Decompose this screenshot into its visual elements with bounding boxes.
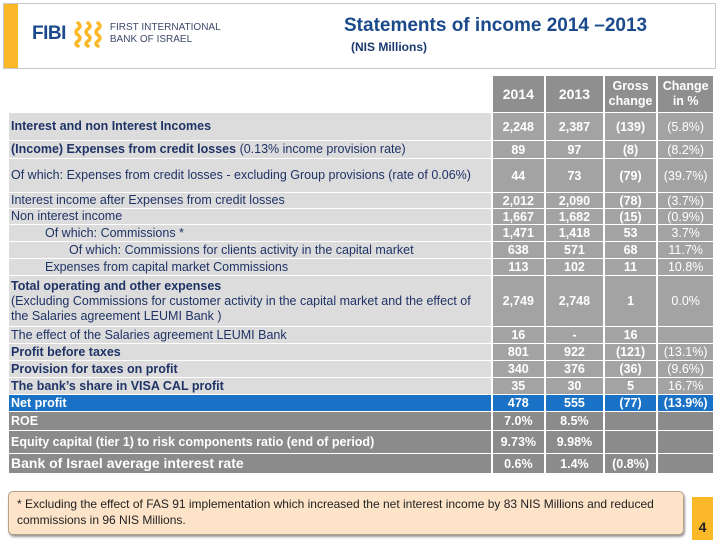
value-2014: 113	[493, 259, 545, 275]
table-row	[9, 395, 713, 411]
slide-header	[3, 3, 716, 69]
column-header-change-pct: Change in %	[658, 76, 713, 112]
table-row	[9, 378, 713, 394]
value-2014: 9.73%	[493, 431, 545, 453]
table-row	[9, 327, 713, 343]
page-subtitle: (NIS Millions)	[351, 40, 427, 54]
gross-change: (15)	[605, 209, 657, 224]
gross-change	[605, 412, 657, 430]
value-2013: 97	[546, 141, 603, 158]
change-percent	[658, 327, 713, 343]
row-label	[9, 193, 491, 208]
value-2013: 571	[546, 242, 603, 258]
row-label-text: Interest and non Interest Incomes	[11, 119, 212, 133]
row-label-text: Non interest income	[11, 209, 123, 223]
value-2013: 73	[546, 159, 603, 192]
footnote-text: * Excluding the effect of FAS 91 implementation which increased the net interest income by 83 NIS Millions and reduced commissions in 96 NIS Millions.	[17, 497, 654, 527]
row-label-text: Bank of Israel average interest rate	[11, 455, 244, 471]
column-header-2013: 2013	[546, 76, 603, 112]
table-row	[9, 361, 713, 377]
row-label	[9, 431, 491, 453]
gross-change: (79)	[605, 159, 657, 192]
change-percent	[658, 454, 713, 473]
row-label	[9, 327, 491, 343]
value-2013: 9.98%	[546, 431, 603, 453]
row-label-text: Expenses from capital market Commissions	[45, 259, 289, 274]
change-percent: (8.2%)	[658, 141, 713, 158]
gross-change: 5	[605, 378, 657, 394]
value-2013: 922	[546, 344, 603, 360]
row-label-text: (Income) Expenses from credit losses	[11, 142, 237, 156]
gross-change: (36)	[605, 361, 657, 377]
row-label	[9, 242, 491, 258]
column-header-2014: 2014	[493, 76, 545, 112]
gross-change: (8)	[605, 141, 657, 158]
value-2014: 2,012	[493, 193, 545, 208]
value-2014: 638	[493, 242, 545, 258]
value-2013: 1,418	[546, 225, 603, 241]
row-label-text: Of which: Expenses from credit losses - excluding Group provisions (rate of 0.06%)	[11, 168, 471, 182]
value-2013: 555	[546, 395, 603, 411]
change-percent: (0.9%)	[658, 209, 713, 224]
change-percent: (13.1%)	[658, 344, 713, 360]
gross-change: (139)	[605, 113, 657, 140]
table-row	[9, 141, 713, 158]
change-percent: (9.6%)	[658, 361, 713, 377]
gross-change: 1	[605, 276, 657, 326]
table-row	[9, 209, 713, 224]
row-label-text: Net profit	[11, 395, 67, 410]
change-percent	[658, 431, 713, 453]
value-2013: 2,387	[546, 113, 603, 140]
value-2014: 478	[493, 395, 545, 411]
row-label-text: The bank’s share in VISA CAL profit	[11, 378, 224, 393]
row-label-text: Profit before taxes	[11, 344, 121, 359]
row-label-text: Provision for taxes on profit	[11, 361, 178, 376]
row-label	[9, 209, 491, 224]
row-label-text: Interest income after Expenses from credit losses	[11, 193, 285, 207]
row-label-note: (0.13% income provision rate)	[236, 142, 406, 156]
row-label	[9, 395, 491, 411]
row-label	[9, 412, 491, 430]
table-row	[9, 454, 713, 473]
value-2014: 44	[493, 159, 545, 192]
table-row	[9, 242, 713, 258]
logo-wave-icon	[74, 20, 104, 48]
row-label-text: The effect of the Salaries agreement LEUMI Bank	[11, 327, 287, 342]
value-2014: 2,248	[493, 113, 545, 140]
row-label	[9, 225, 491, 241]
table-row	[9, 113, 713, 140]
table-row	[9, 412, 713, 430]
value-2013: 1.4%	[546, 454, 603, 473]
value-2014: 2,749	[493, 276, 545, 326]
value-2014: 801	[493, 344, 545, 360]
row-label	[9, 344, 491, 360]
gross-change: (121)	[605, 344, 657, 360]
accent-bar	[4, 4, 18, 68]
change-percent: 0.0%	[658, 276, 713, 326]
row-label-text: Of which: Commissions *	[45, 225, 184, 240]
bank-logo	[32, 20, 221, 48]
gross-change: 16	[605, 327, 657, 343]
table-row	[9, 344, 713, 360]
table-row	[9, 259, 713, 275]
row-label	[9, 113, 491, 140]
row-label	[9, 361, 491, 377]
page-title: Statements of income 2014 –2013	[344, 15, 648, 36]
column-header-gross-change: Gross change	[605, 76, 657, 112]
value-2014: 0.6%	[493, 454, 545, 473]
change-percent: (13.9%)	[658, 395, 713, 411]
change-percent: 11.7%	[658, 242, 713, 258]
table-row	[9, 159, 713, 192]
value-2013: -	[546, 327, 603, 343]
value-2013: 1,682	[546, 209, 603, 224]
value-2014: 1,471	[493, 225, 545, 241]
row-label	[9, 141, 491, 158]
gross-change	[605, 431, 657, 453]
value-2013: 2,090	[546, 193, 603, 208]
row-label	[9, 378, 491, 394]
table-row	[9, 276, 713, 326]
value-2014: 35	[493, 378, 545, 394]
gross-change: 68	[605, 242, 657, 258]
change-percent: 10.8%	[658, 259, 713, 275]
value-2014: 16	[493, 327, 545, 343]
value-2013: 30	[546, 378, 603, 394]
gross-change: (77)	[605, 395, 657, 411]
change-percent: 16.7%	[658, 378, 713, 394]
value-2013: 102	[546, 259, 603, 275]
row-label-text: Of which: Commissions for clients activity in the capital market	[69, 242, 414, 257]
change-percent: (3.7%)	[658, 193, 713, 208]
value-2014: 340	[493, 361, 545, 377]
value-2013: 376	[546, 361, 603, 377]
value-2014: 1,667	[493, 209, 545, 224]
footnote-box	[8, 491, 684, 535]
value-2013: 8.5%	[546, 412, 603, 430]
header-blank	[9, 76, 491, 112]
gross-change: 11	[605, 259, 657, 275]
bank-name-line2: BANK OF ISRAEL	[109, 34, 193, 45]
value-2013: 2,748	[546, 276, 603, 326]
row-label-text: Total operating and other expenses	[11, 278, 222, 293]
gross-change: 53	[605, 225, 657, 241]
change-percent: 3.7%	[658, 225, 713, 241]
change-percent: (5.8%)	[658, 113, 713, 140]
page-number: 4	[692, 497, 713, 540]
table-row	[9, 193, 713, 208]
gross-change: (0.8%)	[605, 454, 657, 473]
table-row	[9, 431, 713, 453]
row-label	[9, 276, 491, 326]
bank-name-line1: FIRST INTERNATIONAL	[109, 22, 221, 33]
value-2014: 89	[493, 141, 545, 158]
gross-change: (78)	[605, 193, 657, 208]
table-row	[9, 225, 713, 241]
row-label-text: ROE	[11, 413, 39, 428]
row-label	[9, 259, 491, 275]
change-percent	[658, 412, 713, 430]
change-percent: (39.7%)	[658, 159, 713, 192]
logo-text: FIBI	[32, 23, 66, 44]
table-header-row	[9, 76, 713, 112]
row-label	[9, 454, 491, 473]
value-2014: 7.0%	[493, 412, 545, 430]
row-label-text: Equity capital (tier 1) to risk components ratio (end of period)	[11, 434, 375, 449]
row-label	[9, 159, 491, 192]
row-label-note: (Excluding Commissions for customer activity in the capital market and the effect of the Salaries agreement LEUMI Bank )	[11, 293, 471, 323]
income-statement-table	[7, 75, 715, 474]
